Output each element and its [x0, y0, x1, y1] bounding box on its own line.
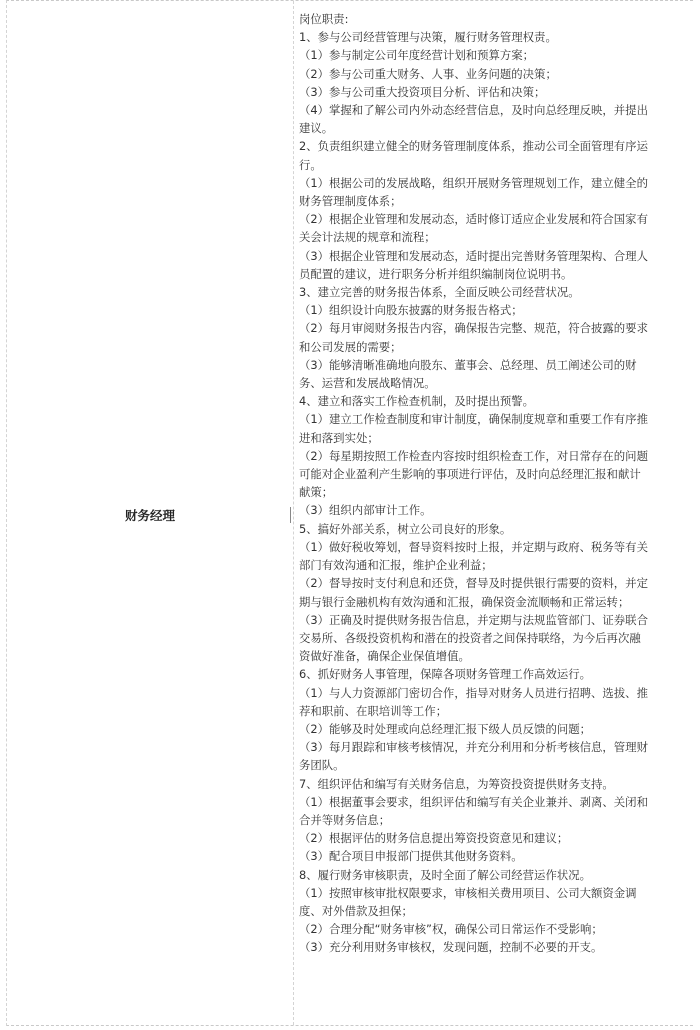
duties-cell[interactable] — [299, 10, 689, 957]
duty-line: 3、建立完善的财务报告体系，全面反映公司经营状况。 — [299, 285, 580, 300]
duty-line: 8、履行财务审核职责，及时全面了解公司经营运作状况。 — [299, 867, 592, 882]
duty-line: （3）组织内部审计工作。 — [299, 503, 432, 518]
duty-line: （1）与人力资源部门密切合作，指导对财务人员进行招聘、选拔、推 — [299, 685, 648, 700]
duty-line: 务团队。 — [299, 758, 345, 773]
duty-line: （4）掌握和了解公司内外动态经营信息，及时向总经理反映，并提出 — [299, 103, 648, 118]
duty-line: （1）根据董事会要求，组织评估和编写有关企业兼并、剥离、关闭和 — [299, 794, 648, 809]
duty-line: （1）参与制定公司年度经营计划和预算方案； — [299, 48, 535, 63]
duty-line: 资做好准备，确保企业保值增值。 — [299, 649, 470, 664]
duty-line: （2）能够及时处理或向总经理汇报下级人员反馈的问题； — [299, 721, 592, 736]
duty-line: （1）组织设计向股东披露的财务报告格式； — [299, 303, 523, 318]
duty-line: 度、对外借款及担保； — [299, 903, 413, 918]
duty-line: （1）建立工作检查制度和审计制度，确保制度规章和重要工作有序推 — [299, 412, 648, 427]
duty-line: （2）根据评估的财务信息提出筹资投资意见和建议； — [299, 831, 569, 846]
position-title: 财务经理 — [124, 508, 175, 523]
duty-line: 关会计法规的规章和流程； — [299, 230, 436, 245]
duty-line: 岗位职责: — [299, 12, 349, 26]
duty-line: 期与银行金融机构有效沟通和汇报，确保资金流顺畅和正常运转； — [299, 594, 630, 609]
duty-line: 1、参与公司经营管理与决策，履行财务管理权责。 — [299, 30, 557, 45]
duty-line: 4、建立和落实工作检查机制，及时提出预警。 — [299, 394, 535, 409]
duty-line: 可能对企业盈利产生影响的事项进行评估，及时向总经理汇报和献计 — [299, 467, 641, 482]
duty-line: 2、负责组织建立健全的财务管理制度体系，推动公司全面管理有序运 — [299, 139, 648, 154]
duty-line: 财务管理制度体系； — [299, 194, 402, 209]
duty-line: 7、组织评估和编写有关财务信息，为筹资投资提供财务支持。 — [299, 776, 614, 791]
duty-line: 献策； — [299, 485, 334, 500]
duty-line: 进和落到实处； — [299, 430, 379, 445]
duty-line: 合并等财务信息； — [299, 812, 391, 827]
duty-line: 部门有效沟通和汇报，维护企业利益； — [299, 558, 493, 573]
position-cell — [7, 1, 294, 1025]
duty-line: （2）参与公司重大财务、人事、业务问题的决策； — [299, 66, 557, 81]
duty-line: 行。 — [299, 157, 322, 172]
duty-line: （3）配合项目申报部门提供其他财务资料。 — [299, 849, 523, 864]
duty-line: （3）每月跟踪和审核考核情况，并充分利用和分析考核信息，管理财 — [299, 740, 648, 755]
duty-line: （2）每月审阅财务报告内容，确保报告完整、规范，符合披露的要求 — [299, 321, 648, 336]
duty-line: 建议。 — [299, 121, 334, 136]
duty-line: （2）合理分配“财务审核”权，确保公司日常运作不受影响； — [299, 922, 603, 937]
duty-line: 5、搞好外部关系，树立公司良好的形象。 — [299, 521, 512, 536]
duty-line: 交易所、各级投资机构和潜在的投资者之间保持联络，为今后再次融 — [299, 630, 641, 645]
duty-line: （3）正确及时提供财务报告信息，并定期与法规监管部门、证券联合 — [299, 612, 648, 627]
duty-line: （1）做好税收筹划，督导资料按时上报，并定期与政府、税务等有关 — [299, 539, 648, 554]
duty-line: 6、抓好财务人事管理，保障各项财务管理工作高效运行。 — [299, 667, 592, 682]
duty-line: （3）根据企业管理和发展动态，适时提出完善财务管理架构、合理人 — [299, 248, 648, 263]
duty-line: 和公司发展的需要； — [299, 339, 402, 354]
duty-line: （1）按照审核审批权限要求，审核相关费用项目、公司大额资金调 — [299, 885, 637, 900]
duty-line: 荐和职前、在职培训等工作； — [299, 703, 448, 718]
duty-line: （1）根据公司的发展战略，组织开展财务管理规划工作，建立健全的 — [299, 175, 648, 190]
duty-line: （2）根据企业管理和发展动态，适时修订适应企业发展和符合国家有 — [299, 212, 648, 227]
duty-line: （3）能够清晰准确地向股东、董事会、总经理、员工阐述公司的财 — [299, 357, 637, 372]
duty-line: 员配置的建议，进行职务分析并组织编制岗位说明书。 — [299, 266, 573, 281]
duty-line: （2）每星期按照工作检查内容按时组织检查工作，对日常存在的问题 — [299, 448, 648, 463]
text-cursor — [290, 507, 291, 523]
duty-line: 务、运营和发展战略情况。 — [299, 376, 436, 391]
job-description-table — [6, 0, 693, 1026]
duty-line: （3）充分利用财务审核权，发现问题，控制不必要的开支。 — [299, 940, 603, 955]
duty-line: （2）督导按时支付利息和还贷，督导及时提供银行需要的资料，并定 — [299, 576, 648, 591]
duty-line: （3）参与公司重大投资项目分析、评估和决策； — [299, 84, 546, 99]
